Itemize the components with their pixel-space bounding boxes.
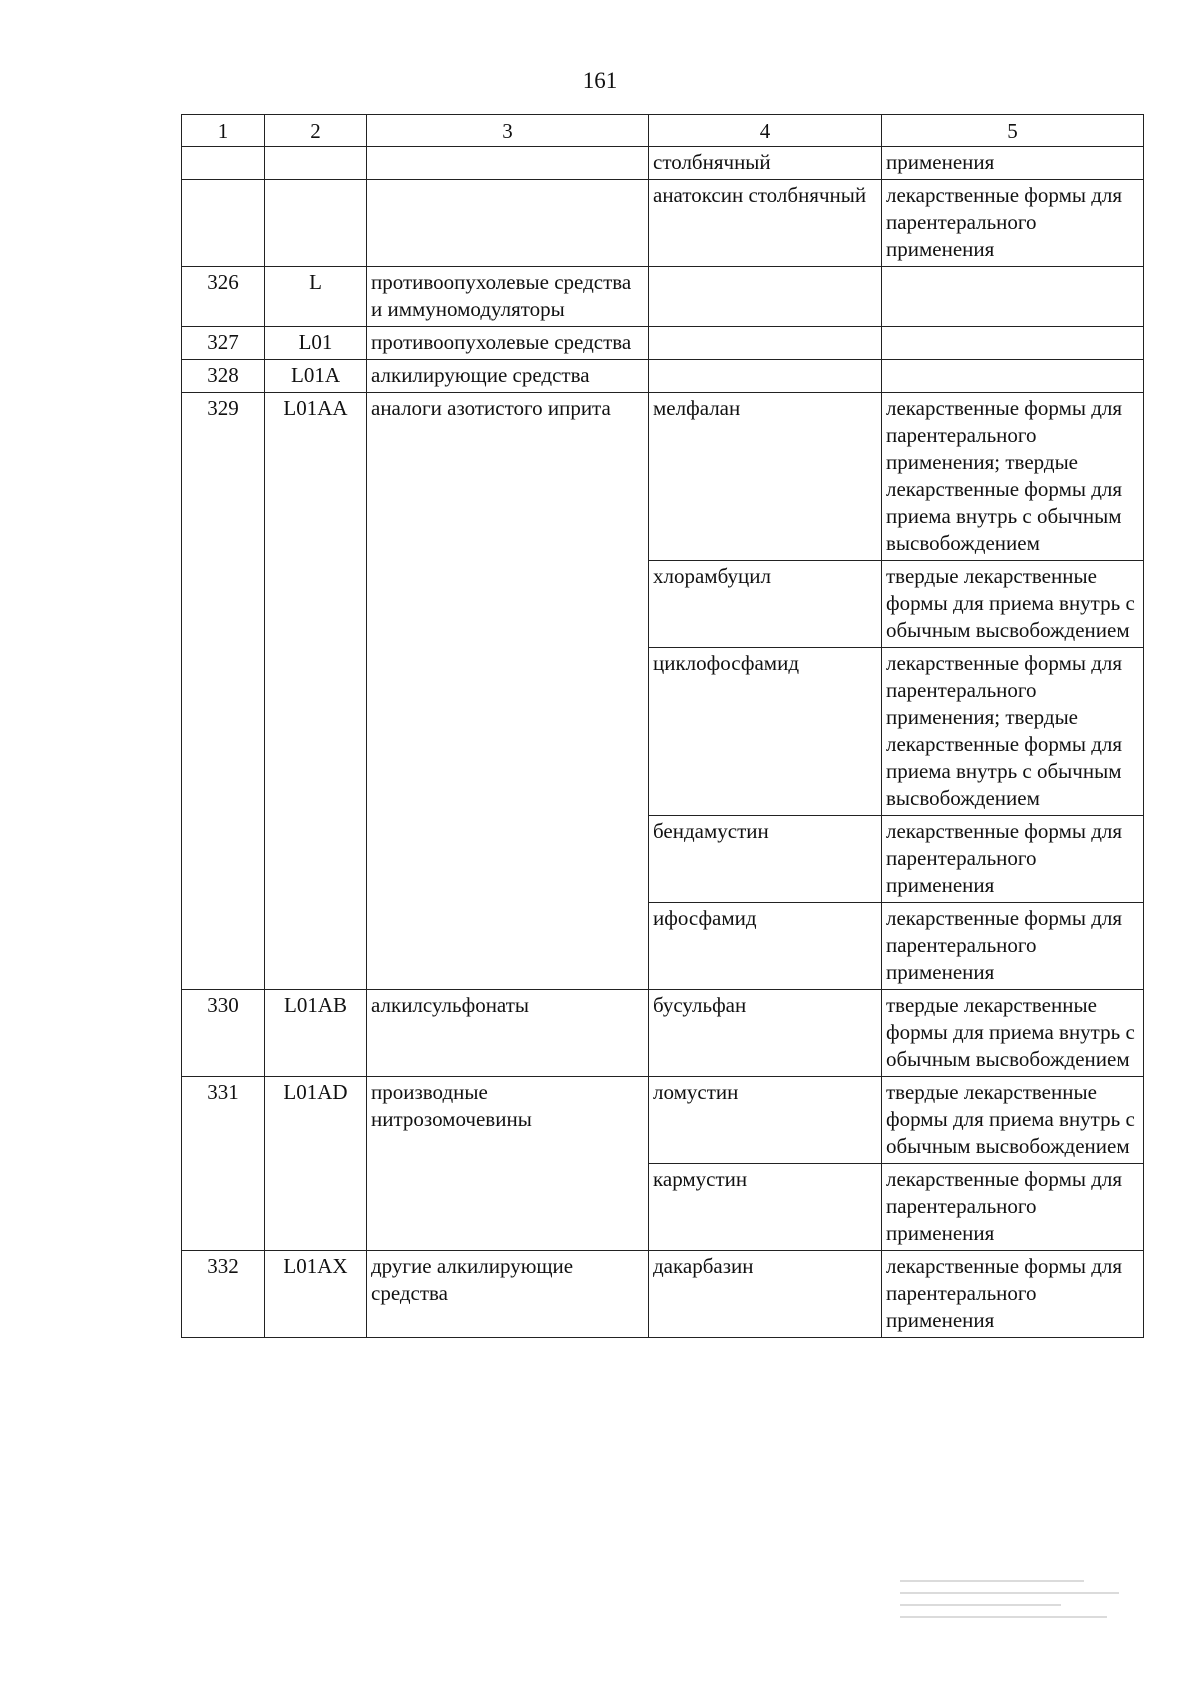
dosage-form-cell bbox=[882, 327, 1144, 360]
table-row bbox=[182, 1077, 1144, 1164]
drug-name-cell: кармустин bbox=[649, 1164, 882, 1251]
table-row bbox=[182, 327, 1144, 360]
drug-name-cell bbox=[649, 267, 882, 327]
atc-code-cell: L01AX bbox=[265, 1251, 367, 1338]
drug-name-cell: бендамустин bbox=[649, 816, 882, 903]
dosage-form-cell: лекарственные формы для парентерального применения bbox=[882, 1251, 1144, 1338]
row-number-cell bbox=[182, 180, 265, 267]
table-header-row bbox=[182, 115, 1144, 147]
group-name-cell: противоопухолевые средства и иммуномодуляторы bbox=[367, 267, 649, 327]
faint-stamp-mark bbox=[900, 1570, 1130, 1650]
dosage-form-cell: твердые лекарственные формы для приема внутрь с обычным высвобождением bbox=[882, 990, 1144, 1077]
dosage-form-cell bbox=[882, 267, 1144, 327]
row-number-cell: 326 bbox=[182, 267, 265, 327]
group-name-cell: противоопухолевые средства bbox=[367, 327, 649, 360]
header-cell: 5 bbox=[882, 115, 1144, 147]
drug-table bbox=[181, 114, 1144, 1338]
drug-name-cell bbox=[649, 360, 882, 393]
atc-code-cell: L01AA bbox=[265, 393, 367, 990]
dosage-form-cell: твердые лекарственные формы для приема внутрь с обычным высвобождением bbox=[882, 561, 1144, 648]
atc-code-cell bbox=[265, 180, 367, 267]
atc-code-cell: L01AD bbox=[265, 1077, 367, 1251]
dosage-form-cell: лекарственные формы для парентерального применения bbox=[882, 180, 1144, 267]
drug-name-cell: ифосфамид bbox=[649, 903, 882, 990]
drug-name-cell: хлорамбуцил bbox=[649, 561, 882, 648]
row-number-cell: 328 bbox=[182, 360, 265, 393]
table-row bbox=[182, 360, 1144, 393]
row-number-cell: 332 bbox=[182, 1251, 265, 1338]
group-name-cell bbox=[367, 180, 649, 267]
dosage-form-cell: лекарственные формы для парентерального применения bbox=[882, 903, 1144, 990]
table-row bbox=[182, 393, 1144, 561]
header-cell: 1 bbox=[182, 115, 265, 147]
group-name-cell bbox=[367, 147, 649, 180]
group-name-cell: алкилирующие средства bbox=[367, 360, 649, 393]
dosage-form-cell: лекарственные формы для парентерального применения bbox=[882, 816, 1144, 903]
group-name-cell: другие алкилирующие средства bbox=[367, 1251, 649, 1338]
drug-name-cell: ломустин bbox=[649, 1077, 882, 1164]
dosage-form-cell: лекарственные формы для парентерального применения bbox=[882, 1164, 1144, 1251]
drug-name-cell bbox=[649, 327, 882, 360]
header-cell: 4 bbox=[649, 115, 882, 147]
table-row bbox=[182, 1251, 1144, 1338]
header-cell: 2 bbox=[265, 115, 367, 147]
row-number-cell bbox=[182, 147, 265, 180]
drug-name-cell: столбнячный bbox=[649, 147, 882, 180]
drug-name-cell: анатоксин столбнячный bbox=[649, 180, 882, 267]
atc-code-cell: L01AB bbox=[265, 990, 367, 1077]
group-name-cell: алкилсульфонаты bbox=[367, 990, 649, 1077]
row-number-cell: 331 bbox=[182, 1077, 265, 1251]
header-cell: 3 bbox=[367, 115, 649, 147]
page-number: 161 bbox=[582, 68, 618, 93]
atc-code-cell: L bbox=[265, 267, 367, 327]
table-row bbox=[182, 267, 1144, 327]
dosage-form-cell: применения bbox=[882, 147, 1144, 180]
table-row bbox=[182, 990, 1144, 1077]
drug-name-cell: циклофосфамид bbox=[649, 648, 882, 816]
drug-name-cell: дакарбазин bbox=[649, 1251, 882, 1338]
dosage-form-cell: лекарственные формы для парентерального применения; твердые лекарственные формы для приема внутрь с обычным высвобождением bbox=[882, 648, 1144, 816]
drug-name-cell: мелфалан bbox=[649, 393, 882, 561]
atc-code-cell bbox=[265, 147, 367, 180]
drug-name-cell: бусульфан bbox=[649, 990, 882, 1077]
table-row bbox=[182, 147, 1144, 180]
group-name-cell: производные нитрозомочевины bbox=[367, 1077, 649, 1251]
dosage-form-cell bbox=[882, 360, 1144, 393]
table-row bbox=[182, 180, 1144, 267]
row-number-cell: 330 bbox=[182, 990, 265, 1077]
atc-code-cell: L01 bbox=[265, 327, 367, 360]
group-name-cell: аналоги азотистого иприта bbox=[367, 393, 649, 990]
dosage-form-cell: твердые лекарственные формы для приема внутрь с обычным высвобождением bbox=[882, 1077, 1144, 1164]
row-number-cell: 329 bbox=[182, 393, 265, 990]
dosage-form-cell: лекарственные формы для парентерального применения; твердые лекарственные формы для приема внутрь с обычным высвобождением bbox=[882, 393, 1144, 561]
row-number-cell: 327 bbox=[182, 327, 265, 360]
atc-code-cell: L01A bbox=[265, 360, 367, 393]
